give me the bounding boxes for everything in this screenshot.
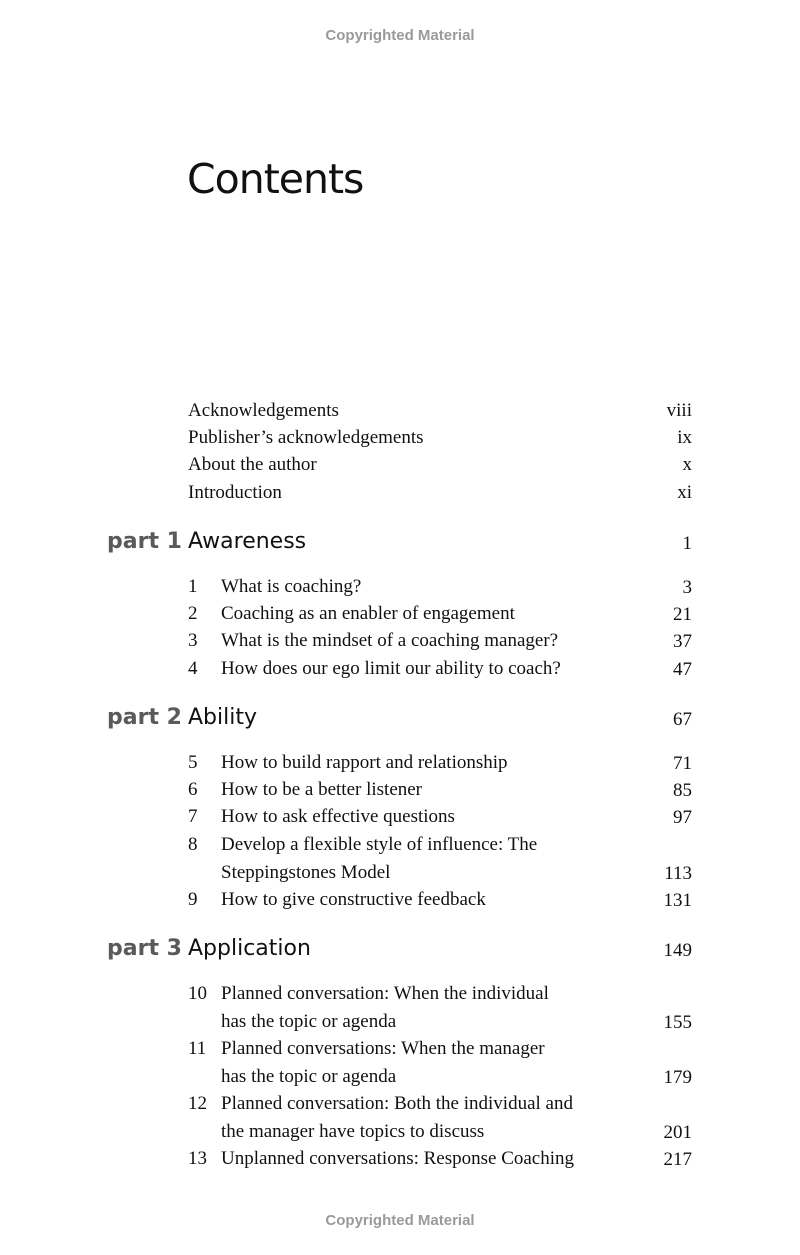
chapter-number: 5: [188, 752, 198, 773]
chapter-title: How to give constructive feedback: [221, 889, 486, 910]
chapter-page: 155: [663, 1011, 692, 1033]
chapter-entry: [188, 831, 692, 887]
chapter-title: Planned conversations: When the manager has the topic or agenda: [221, 1038, 545, 1087]
chapter-page: 47: [673, 658, 692, 680]
chapter-title: Coaching as an enabler of engagement: [221, 603, 515, 624]
part-title: Awareness: [188, 529, 307, 554]
chapter-entry: [188, 749, 692, 777]
toc-entry-label: About the author: [188, 454, 317, 475]
toc-entry-label: Acknowledgements: [188, 400, 339, 421]
chapter-page: 3: [682, 576, 692, 598]
chapter-number: 12: [188, 1093, 207, 1114]
toc-entry-page: xi: [677, 482, 692, 503]
chapter-entry: [188, 600, 692, 628]
part-number: part 1: [107, 529, 182, 554]
part-number: part 2: [107, 705, 182, 730]
chapter-page: 113: [664, 862, 692, 884]
chapter-number: 9: [188, 889, 198, 910]
chapter-entry: [188, 573, 692, 601]
chapter-page: 21: [673, 603, 692, 625]
chapter-page: 201: [663, 1121, 692, 1143]
chapter-title: Develop a flexible style of influence: The Steppingstones Model: [221, 834, 538, 883]
chapter-entry: [188, 655, 692, 683]
chapter-title: What is coaching?: [221, 576, 362, 597]
chapter-number: 2: [188, 603, 198, 624]
toc-entry-label: Introduction: [188, 482, 282, 503]
chapter-page: 97: [673, 806, 692, 828]
chapter-title: How to ask effective questions: [221, 806, 455, 827]
toc-entry-page: viii: [666, 400, 692, 421]
chapter-page: 179: [663, 1066, 692, 1088]
chapter-title: How does our ego limit our ability to coach?: [221, 658, 561, 679]
copyright-watermark-bottom: Copyrighted Material: [325, 1212, 475, 1229]
chapter-number: 6: [188, 779, 198, 800]
chapter-title: Unplanned conversations: Response Coaching: [221, 1148, 575, 1169]
chapter-entry: [188, 627, 692, 655]
chapter-entry: [188, 1035, 692, 1091]
chapter-number: 4: [188, 658, 198, 679]
part-heading: [0, 936, 692, 970]
chapter-entry: [188, 1145, 692, 1173]
part-title: Ability: [188, 705, 257, 730]
page-title: Contents: [187, 155, 364, 203]
part-heading: [0, 705, 692, 739]
chapter-entry: [188, 776, 692, 804]
chapter-page: 217: [663, 1148, 692, 1170]
chapter-number: 7: [188, 806, 198, 827]
toc-entry-page: ix: [677, 427, 692, 448]
chapter-title: Planned conversation: Both the individual and the manager have topics to discuss: [221, 1093, 573, 1142]
part-heading: [0, 529, 692, 563]
copyright-watermark-top: Copyrighted Material: [325, 27, 475, 44]
chapter-title: How to be a better listener: [221, 779, 423, 800]
part-title: Application: [188, 936, 311, 961]
chapter-page: 131: [663, 889, 692, 911]
chapter-number: 13: [188, 1148, 207, 1169]
chapter-entry: [188, 980, 692, 1036]
chapter-number: 10: [188, 983, 207, 1004]
toc-entry-page: x: [682, 454, 692, 475]
part-page: 67: [673, 709, 692, 730]
chapter-number: 3: [188, 630, 198, 651]
chapter-title: Planned conversation: When the individual has the topic or agenda: [221, 983, 549, 1032]
part-page: 149: [663, 940, 692, 961]
chapter-number: 8: [188, 834, 198, 855]
part-number: part 3: [107, 936, 182, 961]
chapter-page: 85: [673, 779, 692, 801]
chapter-title: What is the mindset of a coaching manager?: [221, 630, 559, 651]
chapter-entry: [188, 803, 692, 831]
chapter-title: How to build rapport and relationship: [221, 752, 508, 773]
chapter-entry: [188, 886, 692, 914]
chapter-number: 1: [188, 576, 198, 597]
chapter-page: 71: [673, 752, 692, 774]
chapter-entry: [188, 1090, 692, 1146]
chapter-number: 11: [188, 1038, 207, 1059]
toc-entry-label: Publisher’s acknowledgements: [188, 427, 424, 448]
part-page: 1: [682, 533, 692, 554]
chapter-page: 37: [673, 630, 692, 652]
